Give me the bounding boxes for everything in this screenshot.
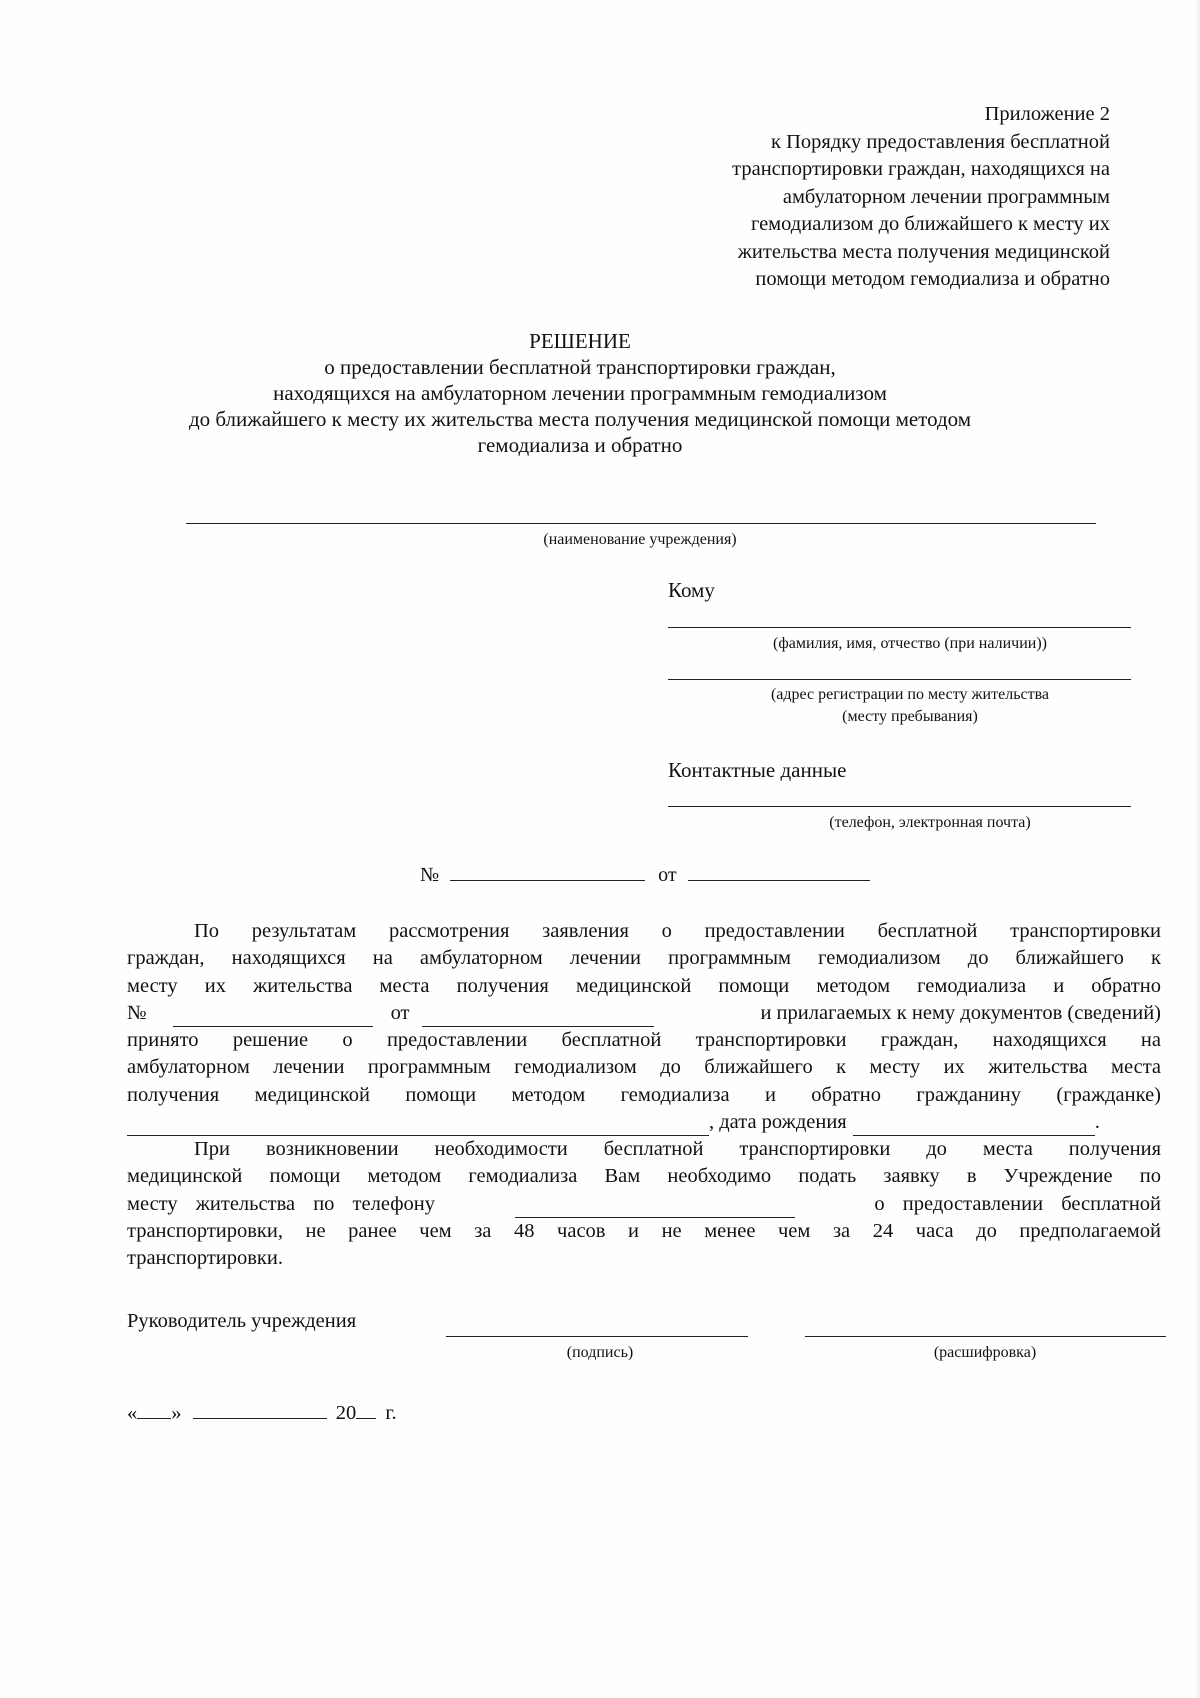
body-line-phone	[127, 1191, 1161, 1218]
appendix-line: Приложение 2	[984, 103, 1110, 125]
body-text-segment: и прилагаемых к нему документов (сведений)	[760, 1001, 1161, 1024]
head-of-institution-label: Руководитель учреждения	[127, 1310, 357, 1332]
signature-decode-caption: (расшифровка)	[933, 1344, 1037, 1361]
year-field[interactable]	[356, 1400, 376, 1419]
body-line: месту их жительства места получения медицинской помощи методом гемодиализа и обратно	[127, 974, 1161, 997]
title-line: о предоставлении бесплатной транспортировки граждан,	[324, 355, 836, 379]
body-line-application-number	[127, 1000, 1161, 1027]
body-text-segment: о предоставлении бесплатной	[874, 1192, 1162, 1215]
number-label: №	[420, 864, 440, 886]
signature-caption: (подпись)	[566, 1344, 634, 1361]
institution-caption: (наименование учреждения)	[543, 531, 737, 548]
application-number-field[interactable]	[173, 1008, 373, 1027]
body-line: При возникновении необходимости бесплатной транспортировки до места получения	[194, 1138, 1161, 1160]
appendix-line: гемодиализом до ближайшего к месту их	[750, 213, 1110, 235]
application-date-field[interactable]	[422, 1008, 654, 1027]
signature-line[interactable]	[446, 1336, 748, 1337]
birth-date-field[interactable]	[853, 1117, 1095, 1136]
signature-decode-line[interactable]	[805, 1336, 1166, 1337]
recipient-address-caption: (адрес регистрации по месту жительства	[770, 686, 1050, 703]
citizen-name-field[interactable]	[127, 1117, 709, 1136]
body-line: граждан, находящихся на амбулаторном лечении программным гемодиализом до ближайшего к	[127, 947, 1161, 970]
year-prefix: 20	[335, 1402, 357, 1424]
body-line: получения медицинской помощи методом гемодиализа и обратно гражданину (гражданке)	[127, 1083, 1161, 1106]
decision-number-row	[420, 862, 870, 887]
recipient-address-caption: (месту пребывания)	[842, 708, 978, 725]
recipient-address-line[interactable]	[668, 679, 1131, 680]
decision-date-field[interactable]	[688, 862, 870, 881]
recipient-name-line[interactable]	[668, 627, 1131, 628]
scan-edge	[1194, 0, 1200, 1698]
body-line: медицинской помощи методом гемодиализа Вам необходимо подать заявку в Учреждение по	[127, 1165, 1161, 1188]
body-line: амбулаторном лечении программным гемодиализом до ближайшего к месту их жительства места	[127, 1056, 1161, 1079]
year-suffix: г.	[385, 1402, 397, 1424]
body-line: транспортировки, не ранее чем за 48 часов и не менее чем за 24 часа до предполагаемой	[127, 1219, 1161, 1242]
contacts-line[interactable]	[668, 806, 1131, 807]
close-quote: »	[171, 1402, 182, 1424]
body-paragraph-2	[127, 1136, 1161, 1272]
institution-name-line[interactable]	[186, 523, 1096, 524]
body-line: транспортировки.	[127, 1247, 283, 1270]
period-mark: .	[1094, 1111, 1100, 1134]
appendix-line: транспортировки граждан, находящихся на	[732, 158, 1110, 180]
title-line: гемодиализа и обратно	[477, 433, 683, 457]
body-line: По результатам рассмотрения заявления о предоставлении бесплатной транспортировки	[194, 920, 1161, 942]
appendix-line: помощи методом гемодиализа и обратно	[755, 268, 1110, 290]
appendix-line: жительства места получения медицинской	[737, 240, 1110, 263]
title-line: до ближайшего к месту их жительства места получения медицинской помощи методом	[188, 407, 972, 431]
appendix-header	[590, 101, 1110, 294]
month-field[interactable]	[193, 1400, 327, 1419]
body-line-citizen	[127, 1109, 1161, 1136]
body-line: принято решение о предоставлении бесплатной транспортировки граждан, находящихся на	[127, 1029, 1161, 1052]
appendix-line: к Порядку предоставления бесплатной	[771, 130, 1110, 153]
sign-date-row	[127, 1400, 397, 1425]
title-line: находящихся на амбулаторном лечении программным гемодиализом	[273, 381, 887, 405]
body-text-segment: месту жительства по телефону	[127, 1192, 435, 1215]
open-quote: «	[127, 1402, 138, 1424]
body-paragraph-1	[127, 918, 1161, 1136]
day-field[interactable]	[137, 1400, 171, 1419]
contacts-label: Контактные данные	[668, 758, 847, 782]
phone-field[interactable]	[515, 1199, 795, 1218]
to-label: Кому	[668, 578, 715, 602]
from-label: от	[390, 1001, 410, 1024]
decision-number-field[interactable]	[450, 862, 645, 881]
birth-date-label: , дата рождения	[709, 1111, 847, 1134]
from-label: от	[658, 864, 677, 886]
title-heading: РЕШЕНИЕ	[529, 329, 631, 353]
contacts-caption: (телефон, электронная почта)	[829, 814, 1031, 831]
appendix-line: амбулаторном лечении программным	[782, 185, 1110, 208]
recipient-name-caption: (фамилия, имя, отчество (при наличии))	[773, 635, 1047, 652]
document-title	[130, 328, 1030, 458]
number-label: №	[127, 1001, 147, 1024]
